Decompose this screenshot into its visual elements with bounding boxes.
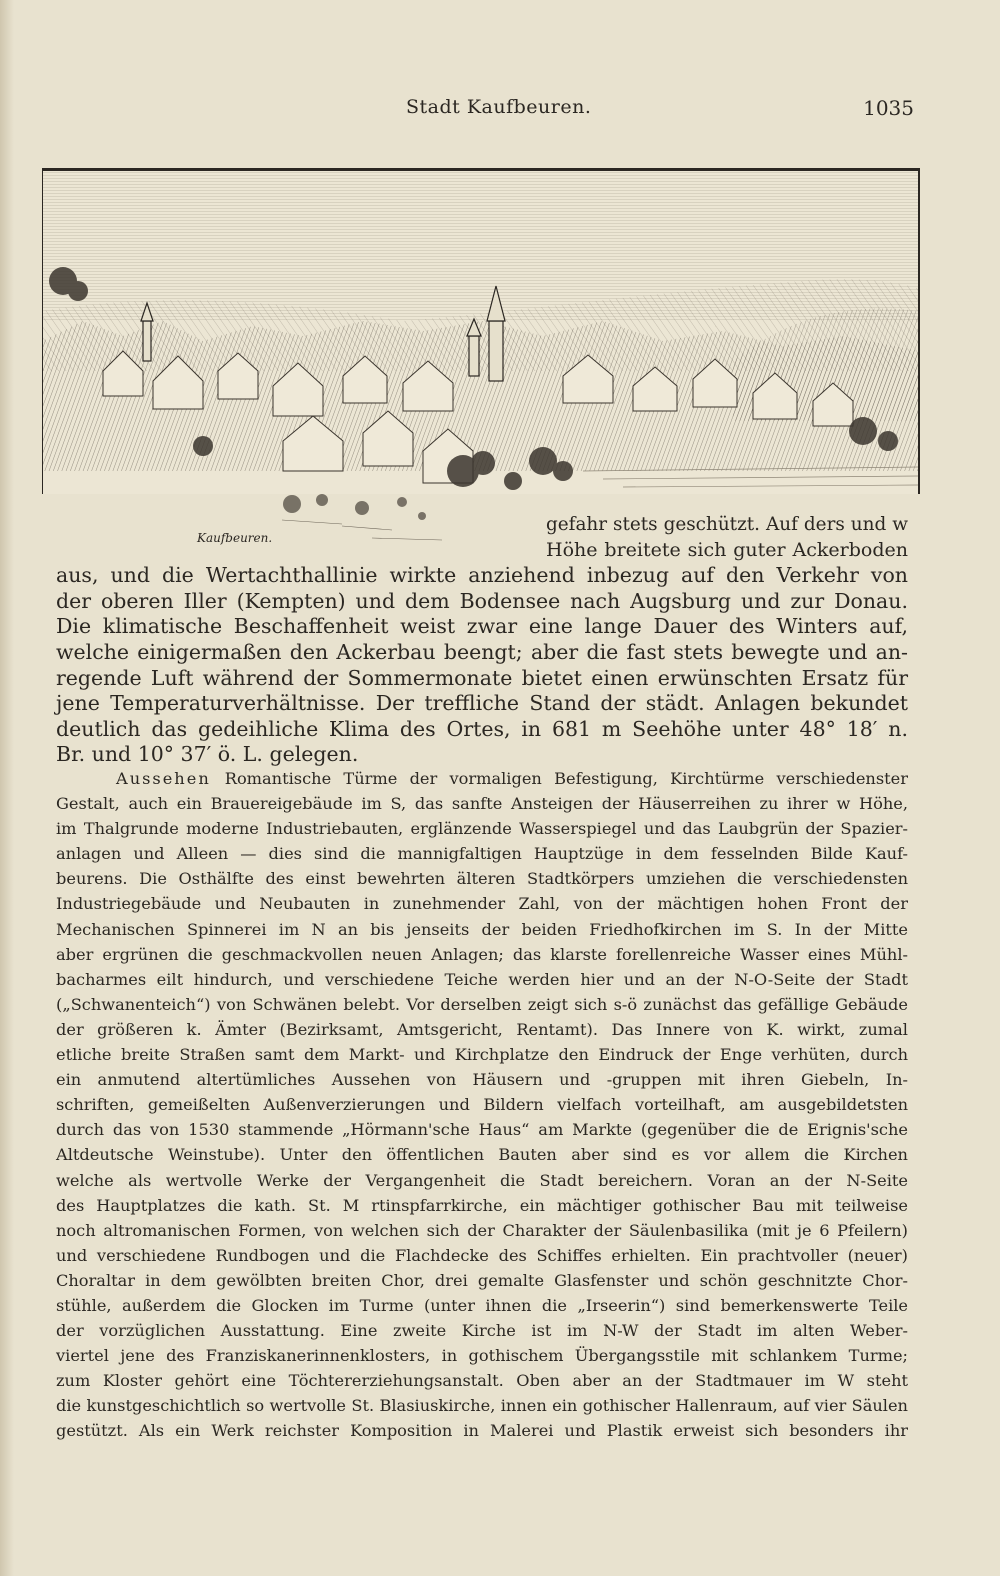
- text-line: der größeren k. Ämter (Bezirksamt, Amtsgericht, Rentamt). Das Innere von K. wirkt, zumal: [56, 1019, 908, 1039]
- text-line: des Hauptplatzes die kath. St. M rtinspfarrkirche, ein mächtiger gothischer Bau mit teilweise: [56, 1195, 908, 1215]
- text-line: jene Temperaturverhältnisse. Der treffliche Stand der städt. Anlagen bekundet: [56, 691, 908, 716]
- text-line: und verschiedene Rundbogen und die Flachdecke des Schiffes erhielten. Ein prachtvoller (neuer): [56, 1245, 908, 1265]
- town-engraving: [42, 168, 920, 494]
- text-line: stühle, außerdem die Glocken im Turme (unter ihnen die „Irseerin“) sind bemerkenswerte Teile: [56, 1295, 908, 1315]
- text-line: beurens. Die Osthälfte des einst bewehrten älteren Stadtkörpers umziehen die verschiedensten: [56, 869, 908, 889]
- text-line: gefahr stets geschützt. Auf ders und w: [546, 514, 908, 535]
- text-line: deutlich das gedeihliche Klima des Ortes, in 681 m Seehöhe unter 48° 18′ n.: [56, 716, 908, 741]
- town-panorama-drawing: [43, 171, 919, 494]
- text-line: im Thalgrunde moderne Industriebauten, erglänzende Wasserspiegel und das Laubgrün der Spazier-: [56, 819, 908, 839]
- section-lead-word: Aussehen: [116, 769, 211, 788]
- text-line: Die klimatische Beschaffenheit weist zwar eine lange Dauer des Winters auf,: [56, 614, 908, 639]
- text-line: aus, und die Wertachthallinie wirkte anziehend inbezug auf den Verkehr von: [56, 563, 908, 588]
- page-binding-edge: [0, 0, 14, 1576]
- text-line: welche als wertvolle Werke der Vergangenheit die Stadt bereichern. Voran an der N-Seite: [56, 1170, 908, 1190]
- text-line: gestützt. Als ein Werk reichster Komposition in Malerei und Plastik erweist sich besonders ihr: [56, 1421, 908, 1441]
- text-line: ein anmutend altertümliches Aussehen von Häusern und -gruppen mit ihren Giebeln, In-: [56, 1070, 908, 1090]
- page-header: [56, 92, 914, 132]
- running-head: Stadt Kaufbeuren.: [406, 96, 592, 118]
- text-line: welche einigermaßen den Ackerbau beengt; aber die fast stets bewegte und an-: [56, 639, 908, 664]
- text-line: etliche breite Straßen samt dem Markt- und Kirchplatze den Eindruck der Enge verhüten, durch: [56, 1045, 908, 1065]
- text-line: noch altromanischen Formen, von welchen sich der Charakter der Säulenbasilika (mit je 6 Pfeilern): [56, 1220, 908, 1240]
- main-paragraph: [56, 512, 908, 768]
- text-line: [56, 766, 908, 791]
- text-line: Choraltar in dem gewölbten breiten Chor, drei gemalte Glasfenster und schön geschnitzte Chor-: [56, 1270, 908, 1290]
- text-line: Industriegebäude und Neubauten in zunehmender Zahl, von der mächtigen hohen Front der: [56, 894, 908, 914]
- text-line: Altdeutsche Weinstube). Unter den öffentlichen Bauten aber sind es vor allem die Kirchen: [56, 1145, 908, 1165]
- text-line: („Schwanenteich“) von Schwänen belebt. Vor derselben zeigt sich s-ö zunächst das gefällige Gebäude: [56, 994, 908, 1014]
- text-line: regende Luft während der Sommermonate bietet einen erwünschten Ersatz für: [56, 665, 908, 690]
- text-line: Br. und 10° 37′ ö. L. gelegen.: [56, 742, 359, 767]
- text-line-rest: Romantische Türme der vormaligen Befestigung, Kirchtürme verschiedenster: [224, 769, 908, 788]
- text-line: die kunstgeschichtlich so wertvolle St. Blasiuskirche, innen ein gothischer Hallenraum, auf vier Säulen: [56, 1396, 908, 1416]
- page-number: 1035: [863, 96, 914, 120]
- aussehen-paragraph: [56, 766, 908, 1444]
- text-line: schriften, gemeißelten Außenverzierungen und Bildern vielfach vorteilhaft, am ausgebildetsten: [56, 1095, 908, 1115]
- figure-caption: Kaufbeuren.: [197, 531, 273, 545]
- text-line: viertel jene des Franziskanerinnenklosters, in gothischem Übergangsstile mit schlankem Turme;: [56, 1346, 908, 1366]
- text-line: aber ergrünen die geschmackvollen neuen Anlagen; das klarste forellenreiche Wasser eines Mühl-: [56, 944, 908, 964]
- text-line: Höhe breitete sich guter Ackerboden: [546, 538, 908, 561]
- text-line: Mechanischen Spinnerei im N an bis jenseits der beiden Friedhofkirchen im S. In der Mitte: [56, 919, 908, 939]
- text-line: zum Kloster gehört eine Töchtererziehungsanstalt. Oben aber an der Stadtmauer im W steht: [56, 1371, 908, 1391]
- text-line: anlagen und Alleen — dies sind die mannigfaltigen Hauptzüge in dem fesselnden Bilde Kauf-: [56, 844, 908, 864]
- text-line: der oberen Iller (Kempten) und dem Bodensee nach Augsburg und zur Donau.: [56, 588, 908, 613]
- text-line: der vorzüglichen Ausstattung. Eine zweite Kirche ist im N-W der Stadt im alten Weber-: [56, 1321, 908, 1341]
- text-line: Gestalt, auch ein Brauereigebäude im S, das sanfte Ansteigen der Häuserreihen zu ihrer w Höhe,: [56, 794, 908, 814]
- text-line: bacharmes eilt hindurch, und verschiedene Teiche werden hier und an der N-O-Seite der Stadt: [56, 969, 908, 989]
- text-line: durch das von 1530 stammende „Hörmann'sche Haus“ am Markte (gegenüber die de Erignis'sche: [56, 1120, 908, 1140]
